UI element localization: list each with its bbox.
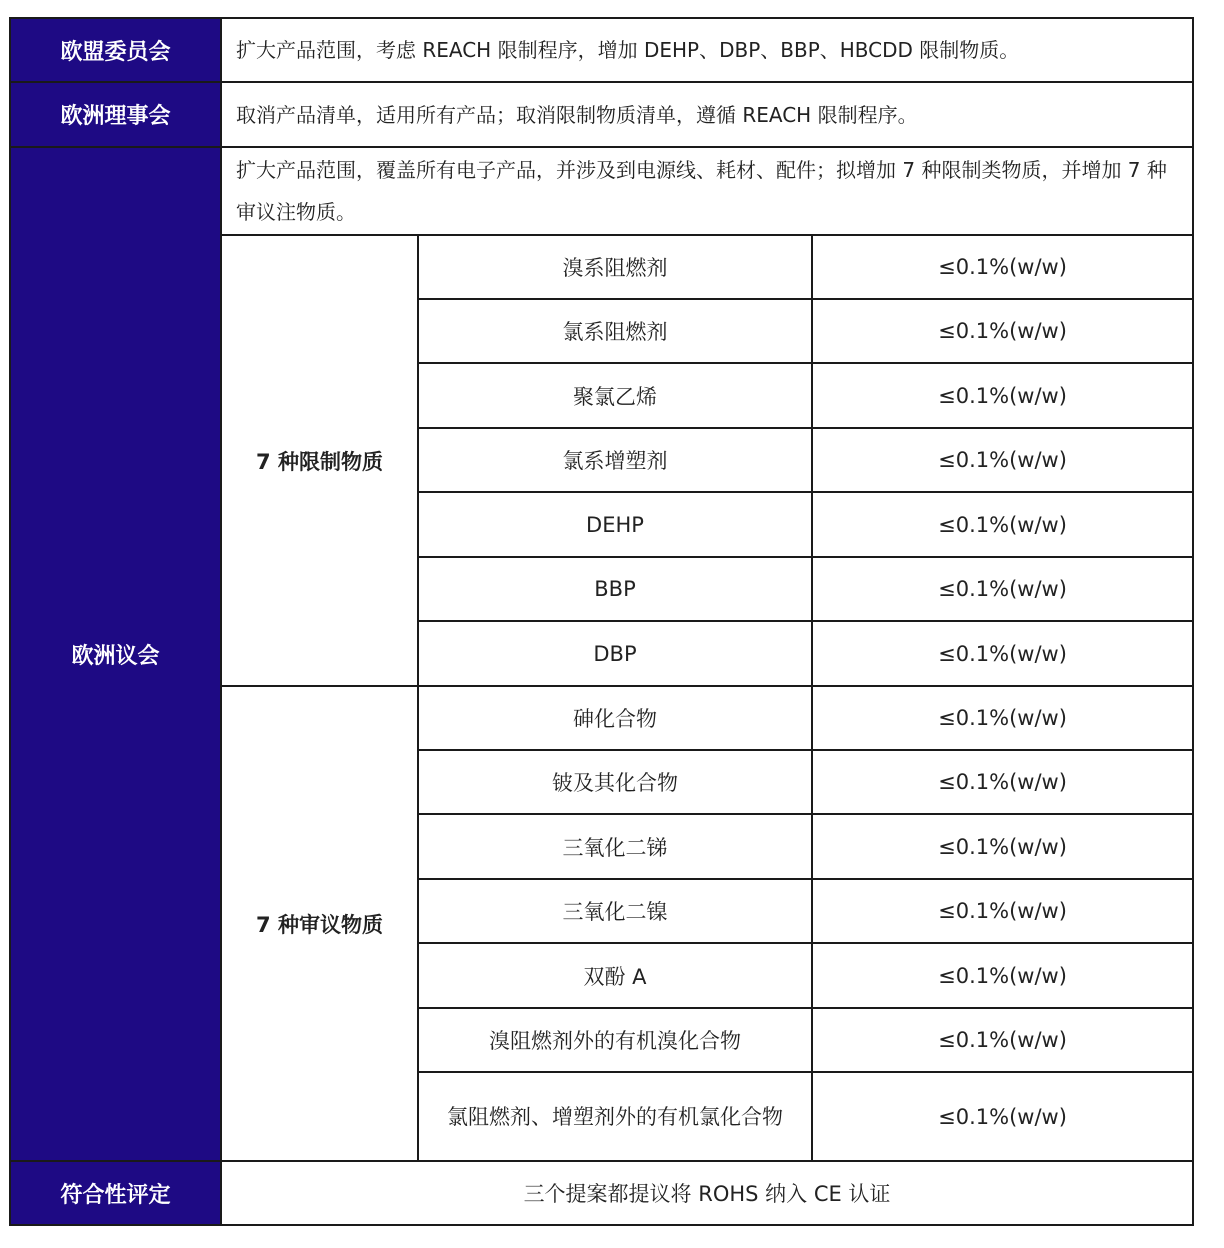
conformity-text: 三个提案都提议将 ROHS 纳入 CE 认证 xyxy=(221,1161,1193,1225)
substance-name: 溴阻燃剂外的有机溴化合物 xyxy=(418,1008,812,1072)
substance-limit: ≤0.1%(w/w) xyxy=(812,492,1193,557)
commission-label: 欧盟委员会 xyxy=(10,18,221,82)
substance-limit: ≤0.1%(w/w) xyxy=(812,1008,1193,1072)
substance-name: 聚氯乙烯 xyxy=(418,363,812,428)
conformity-row xyxy=(10,1161,1193,1225)
parliament-text: 扩大产品范围，覆盖所有电子产品，并涉及到电源线、耗材、配件；拟增加 7 种限制类物质，并增加 7 种审议注物质。 xyxy=(221,147,1193,235)
restricted-group-label: 7 种限制物质 xyxy=(221,235,418,686)
commission-text: 扩大产品范围，考虑 REACH 限制程序，增加 DEHP、DBP、BBP、HBCDD 限制物质。 xyxy=(221,18,1193,82)
substance-limit: ≤0.1%(w/w) xyxy=(812,557,1193,621)
substance-name: DBP xyxy=(418,621,812,686)
substance-name: 氯系增塑剂 xyxy=(418,428,812,492)
substance-name: 溴系阻燃剂 xyxy=(418,235,812,299)
council-label: 欧洲理事会 xyxy=(10,82,221,147)
review-group-label: 7 种审议物质 xyxy=(221,686,418,1161)
substance-limit: ≤0.1%(w/w) xyxy=(812,363,1193,428)
substance-name: 铍及其化合物 xyxy=(418,750,812,814)
substance-limit: ≤0.1%(w/w) xyxy=(812,235,1193,299)
council-text: 取消产品清单，适用所有产品；取消限制物质清单，遵循 REACH 限制程序。 xyxy=(221,82,1193,147)
substance-name: BBP xyxy=(418,557,812,621)
council-row xyxy=(10,82,1193,147)
rohs-proposal-table xyxy=(9,17,1194,1226)
substance-name: 氯阻燃剂、增塑剂外的有机氯化合物 xyxy=(418,1072,812,1161)
substance-limit: ≤0.1%(w/w) xyxy=(812,686,1193,750)
substance-limit: ≤0.1%(w/w) xyxy=(812,943,1193,1008)
substance-name: 三氧化二镍 xyxy=(418,879,812,943)
substance-name: 三氧化二锑 xyxy=(418,814,812,879)
substance-name: 砷化合物 xyxy=(418,686,812,750)
commission-row xyxy=(10,18,1193,82)
substance-limit: ≤0.1%(w/w) xyxy=(812,1072,1193,1161)
substance-limit: ≤0.1%(w/w) xyxy=(812,750,1193,814)
substance-limit: ≤0.1%(w/w) xyxy=(812,621,1193,686)
substance-limit: ≤0.1%(w/w) xyxy=(812,428,1193,492)
substance-limit: ≤0.1%(w/w) xyxy=(812,814,1193,879)
parliament-label: 欧洲议会 xyxy=(10,147,221,1161)
substance-name: DEHP xyxy=(418,492,812,557)
conformity-label: 符合性评定 xyxy=(10,1161,221,1225)
substance-name: 氯系阻燃剂 xyxy=(418,299,812,363)
substance-limit: ≤0.1%(w/w) xyxy=(812,299,1193,363)
parliament-row xyxy=(10,147,1193,235)
substance-limit: ≤0.1%(w/w) xyxy=(812,879,1193,943)
substance-name: 双酚 A xyxy=(418,943,812,1008)
